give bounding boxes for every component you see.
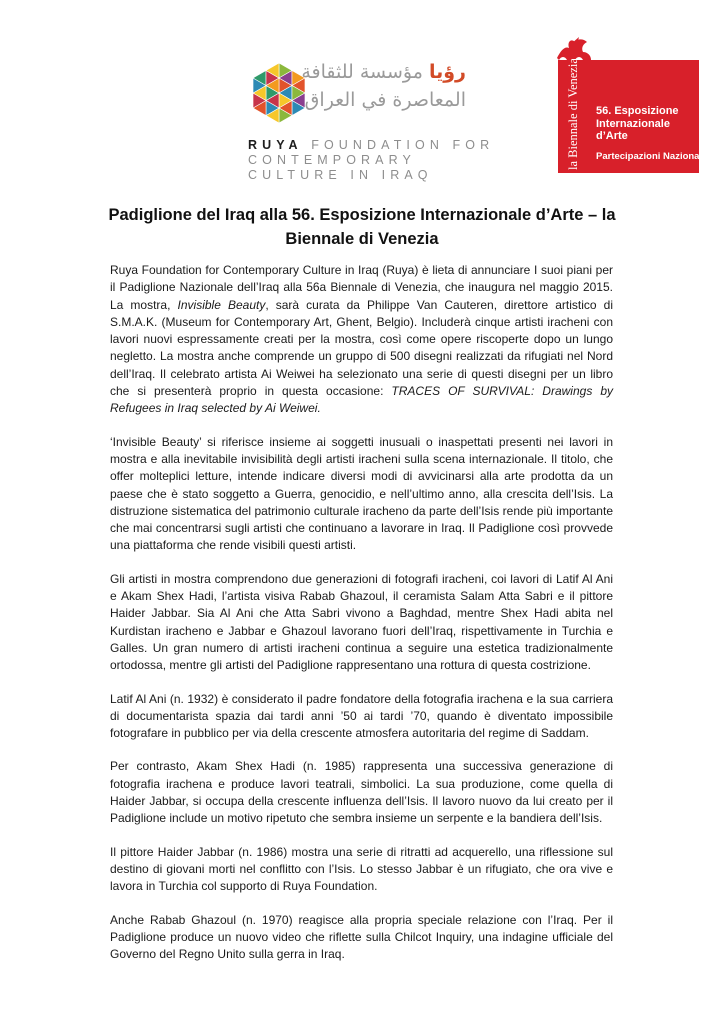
biennale-vertical-label: la Biennale di Venezia [566, 58, 580, 170]
ruya-english-name [248, 138, 495, 183]
ruya-arabic-name: رؤيا [428, 61, 466, 83]
biennale-badge [558, 58, 705, 173]
ruya-english-line-2: CONTEMPORARY [248, 153, 416, 167]
paragraph-2: ‘Invisible Beauty’ si riferisce insieme ai soggetti inusuali o inaspettati presenti nei lavori in mostra e alla inevitabile invisibilità degli artisti iracheni sulla scena internazionale. Il titolo, che offer molteplici letture, intende indicare diversi modi di avvicinarsi alla arte prodotta da un paese che è stato soggetto a Guerra, genocidio, e nell’ultimo anno, alla crescita dell’Isis. La distruzione sistematica del patrimonio culturale iracheno da parte dell’Isis rende più importante che mai concentrarsi sugli artisti che continuano a lavorare in Iraq. Il Padiglione così provvede una piattaforma che rende visibili questi artisti. [110, 434, 613, 553]
paragraph-1-part-a: Ruya Foundation for Contemporary Culture in Iraq (Ruya) è lieta di annunciare I suoi piani per il Padiglione Nazionale dell’Iraq alla 56a Biennale di Venezia, che inaugura nel maggio 2015. La mostra, [110, 263, 613, 312]
paragraph-7: Anche Rabab Ghazoul (n. 1970) reagisce alla propria speciale relazione con l’Iraq. Per il Padiglione produce un nuovo video che riflette sulla Chilcot Inquiry, una indagine ufficiale del Governo del Regno Unito sulla gerra in Iraq. [110, 912, 613, 962]
ruya-arabic-line-1-rest: مؤسسة للثقافة [301, 61, 423, 83]
ruya-english-line-1 [248, 138, 495, 153]
paragraph-1-italic-title: Invisible Beauty [177, 297, 266, 312]
ruya-english-line-1-rest: FOUNDATION FOR [302, 138, 495, 152]
paragraph-1 [110, 262, 613, 418]
paragraph-1-part-b: , sarà curata da Philippe Van Cauteren, direttore artistico di S.M.A.K. (Museum for Contemporary Art, Ghent, Belgio). Includerà cinque artisti iracheni con lavori nuovi espressamente creati per la mostra, così come opere riscoperte dopo un lungo negletto. La mostra anche comprende un gruppo di 500 disegni realizzati da rifugiati nel Nord dell’Iraq. Il celebrato artista Ai Weiwei ha selezionato una serie di questi disegni per un libro che si presenterà proprio in questa occasione: [110, 297, 613, 399]
biennale-subtitle: Partecipazioni Nazionali [596, 151, 705, 162]
document-body [110, 262, 613, 979]
document-title: Padiglione del Iraq alla 56. Esposizione Internazionale d’Arte – la Biennale di Venezia [108, 206, 616, 248]
paragraph-1-italic-book: TRACES OF SURVIVAL: Drawings by Refugees in Iraq selected by Ai Weiwei. [110, 384, 613, 416]
ruya-arabic-line-2: المعاصرة في العراق [304, 89, 466, 111]
paragraph-4: Latif Al Ani (n. 1932) è considerato il padre fondatore della fotografia irachena e la sua carriera di documentarista spazia dai tardi anni ’50 ai tardi ’70, quando è diventato impossibile fotografare in pubblico per via della crescente atmosfera autoritaria del regime di Saddam. [110, 691, 613, 741]
ruya-foundation-logo [248, 58, 495, 182]
paragraph-3: Gli artisti in mostra comprendono due generazioni di fotografi iracheni, coi lavori di Latif Al Ani e Akam Shex Hadi, l’artista visiva Rabab Ghazoul, il ceramista Salam Atta Sabri e il pittore Haider Jabbar. Sia Al Ani che Atta Sabri vivono a Baghdad, mentre Shex Hadi abita nel Kurdistan iracheno e Jabbar e Ghazoul lavorano fuori dell’Iraq, rispettivamente in Turchia e Galles. Un gran numero di artisti iracheni continua a seguire una estetica tradizionalmente ortodossa, mentre gli artisti del Padiglione rappresentano una rottura di questa costrizione. [110, 571, 613, 673]
ruya-brand-word: RUYA [248, 138, 303, 152]
paragraph-5: Per contrasto, Akam Shex Hadi (n. 1985) rappresenta una successiva generazione di fotografia irachena e produce lavori teatrali, simbolici. La sua produzione, come quella di Haider Jabbar, si occupa della crescente influenza dell’Isis. Il lavoro nuovo da lui creato per il Padiglione include un motivo ripetuto che sembra insieme un serpente e la bandiera dell’Isis. [110, 759, 613, 826]
biennale-exhibition-title: 56. Esposizione Internazionale d’Arte [596, 105, 679, 142]
paragraph-6: Il pittore Haider Jabbar (n. 1986) mostra una serie di ritratti ad acquerello, una riflessione sul destino di giovani morti nel conflitto con l’Isis. Lo stesso Jabbar è un rifugiato, che ora vive e lavora in Turchia col supporto di Ruya Foundation. [110, 844, 613, 894]
ruya-arabic-line-1 [301, 60, 466, 84]
ruya-english-line-3: CULTURE IN IRAQ [248, 168, 433, 182]
